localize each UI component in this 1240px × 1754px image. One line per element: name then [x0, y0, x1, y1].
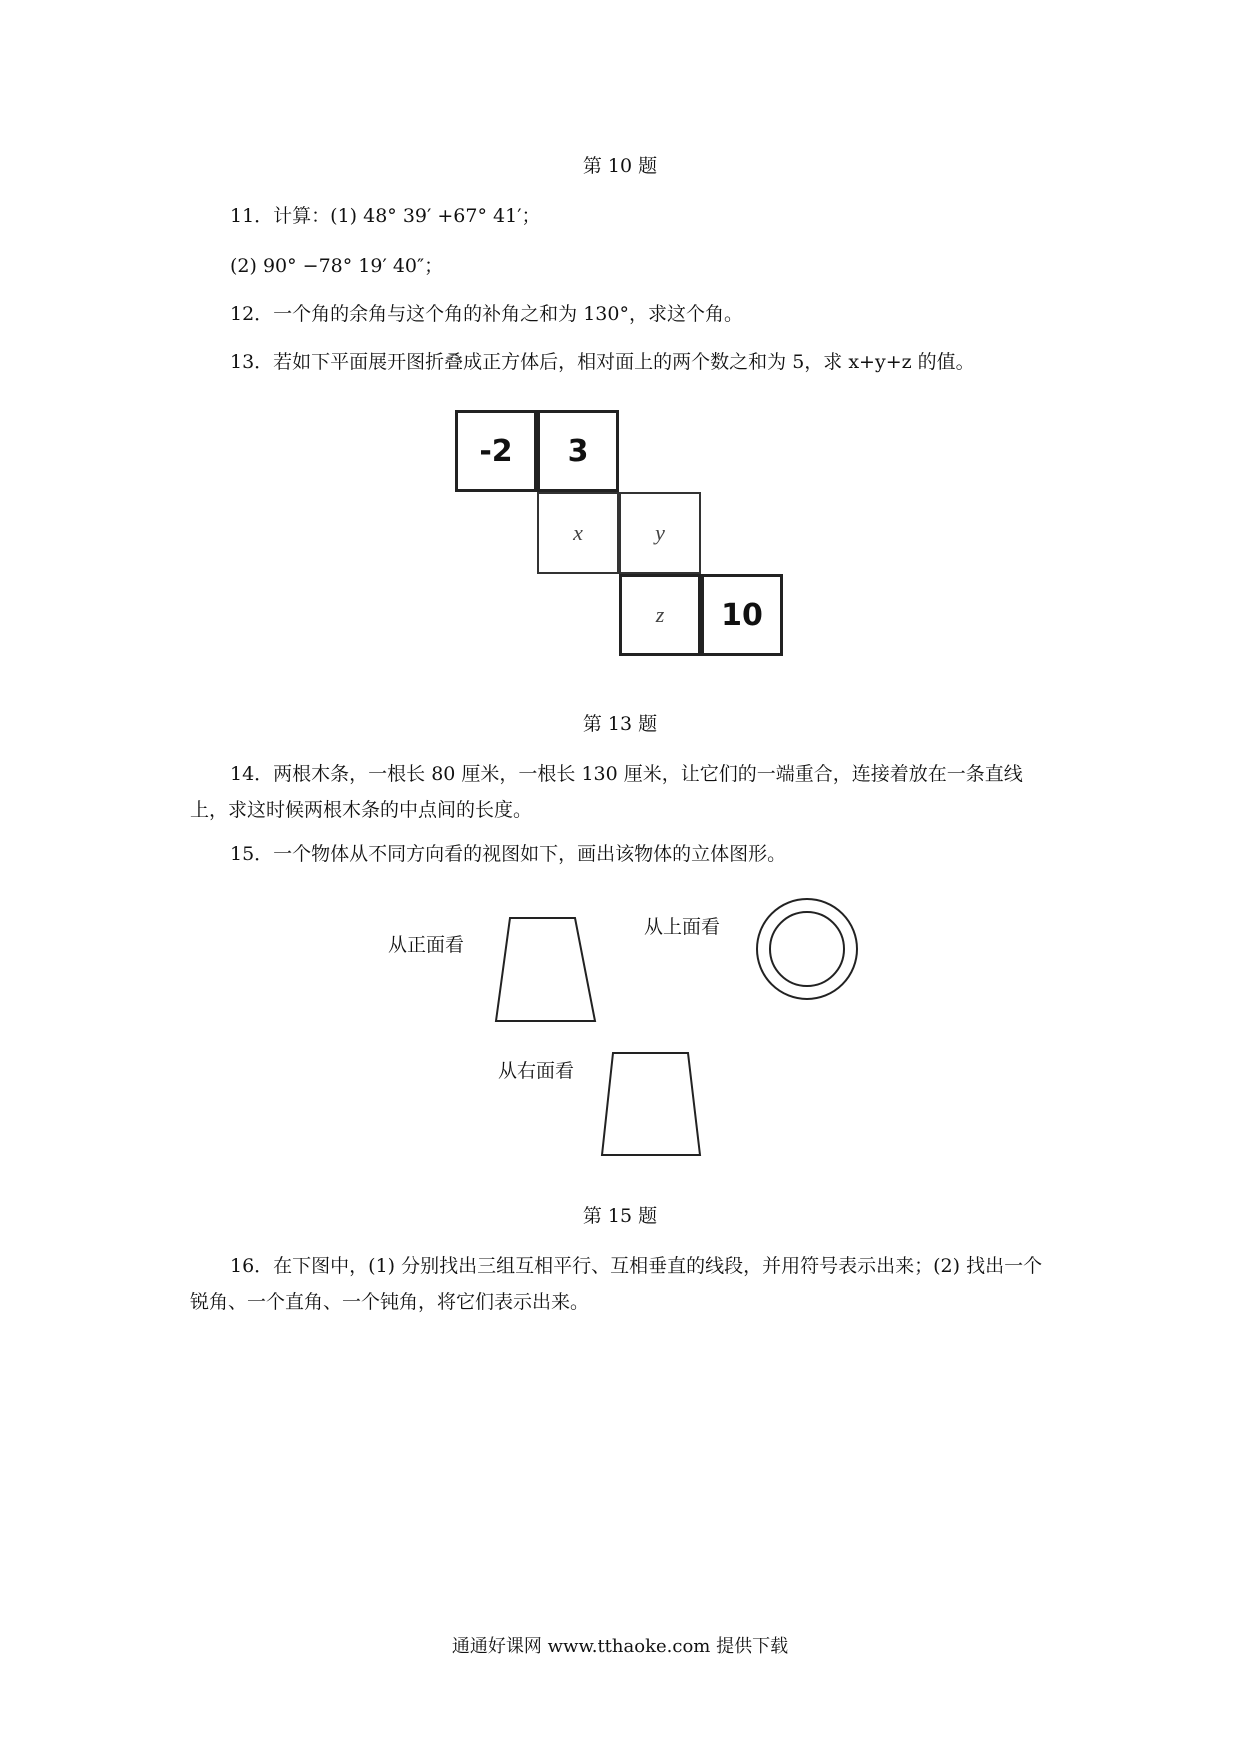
- figure-13-caption: 第 13 题: [582, 713, 658, 735]
- top-view-outer-circle: [757, 899, 857, 999]
- figure-15-caption: 第 15 题: [582, 1205, 658, 1227]
- front-view-trapezoid: [496, 918, 595, 1021]
- net-cell-5: [619, 574, 701, 656]
- right-view-trapezoid: [602, 1053, 700, 1155]
- net-value-6: 10: [721, 597, 763, 633]
- net-cell-1: [455, 410, 537, 492]
- top-view-label: 从上面看: [644, 916, 721, 938]
- question-16: 16．在下图中，(1) 分别找出三组互相平行、互相垂直的线段，并用符号表示出来；(2) 找出一个锐角、一个直角、一个钝角，将它们表示出来。: [190, 1255, 1043, 1313]
- question-13: 13．若如下平面展开图折叠成正方体后，相对面上的两个数之和为 5，求 x+y+z 的值。: [230, 351, 975, 373]
- question-11-part-2: (2) 90° −78° 19′ 40″；: [230, 255, 444, 277]
- net-cell-3: [537, 492, 619, 574]
- net-value-y: y: [655, 520, 665, 545]
- top-view-inner-circle: [770, 912, 844, 986]
- figure-10-caption: 第 10 题: [582, 155, 658, 177]
- net-cell-2: [537, 410, 619, 492]
- net-cell-4: [619, 492, 701, 574]
- question-12: 12．一个角的余角与这个角的补角之和为 130°，求这个角。: [230, 303, 743, 325]
- net-value-x: x: [573, 520, 583, 545]
- question-14: 14．两根木条，一根长 80 厘米，一根长 130 厘米，让它们的一端重合，连接着放在一条直线上，求这时候两根木条的中点间的长度。: [190, 763, 1023, 821]
- question-15: 15．一个物体从不同方向看的视图如下，画出该物体的立体图形。: [230, 843, 787, 865]
- net-value-z: z: [655, 602, 665, 627]
- question-11-part-1: 11．计算：(1) 48° 39′ +67° 41′；: [230, 205, 541, 227]
- cube-net-figure: [455, 410, 795, 670]
- page-footer: 通通好课网 www.tthaoke.com 提供下载: [451, 1636, 789, 1657]
- front-view-label: 从正面看: [388, 934, 465, 956]
- net-value-2: 3: [567, 433, 589, 469]
- right-view-label: 从右面看: [498, 1060, 575, 1082]
- net-cell-6: [701, 574, 783, 656]
- net-value-1: -2: [479, 433, 513, 469]
